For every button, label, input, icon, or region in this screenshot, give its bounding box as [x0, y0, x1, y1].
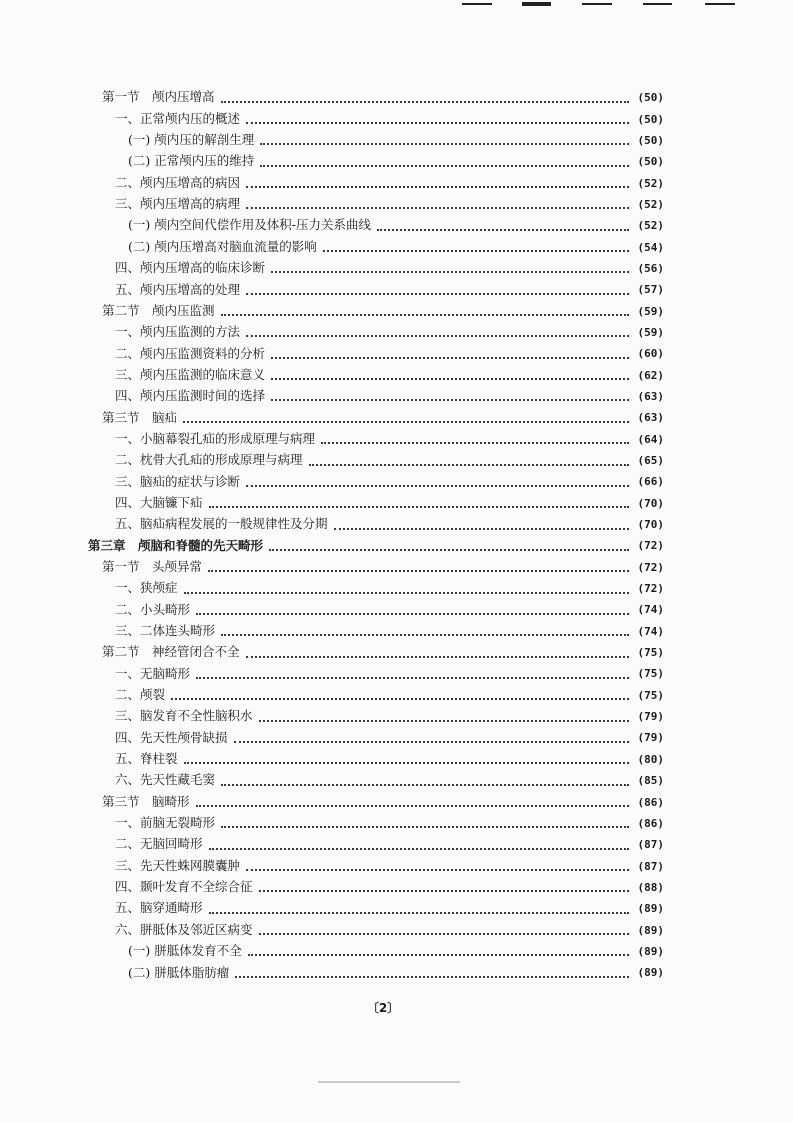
toc-entry-page-number: (89) [637, 923, 664, 937]
dot-leader [246, 122, 629, 124]
dot-leader [221, 314, 629, 316]
toc-section-entry [0, 300, 664, 321]
toc-entry-title: 第一节 颅内压增高 [102, 89, 215, 105]
dot-leader [259, 933, 629, 935]
toc-entry-title: 三、颅内压增高的病理 [115, 196, 241, 212]
toc-subentry [0, 941, 664, 962]
toc-entry-title: 六、先天性藏毛窦 [115, 772, 216, 788]
toc-entry-page-number: (75) [637, 646, 664, 660]
toc-subentry [0, 962, 664, 983]
dot-leader [171, 698, 629, 700]
toc-entry [0, 429, 664, 450]
dot-leader [323, 250, 629, 252]
toc-entry-title: (一) 颅内压的解剖生理 [128, 132, 255, 148]
toc-entry [0, 493, 664, 514]
dot-leader [269, 549, 629, 551]
dot-leader [271, 271, 629, 273]
toc-entry-title: 二、颅内压监测资料的分析 [115, 345, 266, 361]
dot-leader [246, 485, 629, 487]
toc-entry [0, 813, 664, 834]
toc-entry [0, 514, 664, 535]
header-rule-mark [462, 3, 492, 5]
toc-entry-page-number: (64) [637, 432, 664, 446]
dot-leader [321, 442, 629, 444]
dot-leader [184, 592, 629, 594]
toc-entry-page-number: (72) [637, 582, 664, 596]
dot-leader [271, 378, 629, 380]
toc-subentry [0, 236, 664, 257]
toc-entry [0, 194, 664, 215]
toc-entry [0, 364, 664, 385]
toc-entry-title: 一、前脑无裂畸形 [115, 815, 216, 831]
toc-entry-title: 一、无脑畸形 [115, 665, 191, 681]
toc-entry-title: 三、先天性蛛网膜囊肿 [115, 857, 241, 873]
toc-entry [0, 258, 664, 279]
toc-entry-page-number: (50) [637, 133, 664, 147]
toc-entry-page-number: (74) [637, 603, 664, 617]
toc-entry-title: 二、颅内压增高的病因 [115, 174, 241, 190]
toc-entry-title: (二) 胼胝体脂肪瘤 [128, 964, 230, 980]
toc-entry [0, 450, 664, 471]
dot-leader [209, 506, 629, 508]
dot-leader [183, 421, 629, 423]
toc-section-entry [0, 791, 664, 812]
toc-entry-page-number: (88) [637, 880, 664, 894]
toc-entry-title: 三、脑疝的症状与诊断 [115, 473, 241, 489]
toc-entry-page-number: (87) [637, 859, 664, 873]
toc-entry [0, 663, 664, 684]
scan-artifact [318, 1081, 460, 1083]
toc-entry-title: (二) 正常颅内压的维持 [128, 153, 255, 169]
toc-entry-page-number: (50) [637, 112, 664, 126]
toc-entry-page-number: (50) [637, 155, 664, 169]
toc-entry-page-number: (72) [637, 539, 664, 553]
toc-entry [0, 386, 664, 407]
dot-leader [271, 357, 629, 359]
toc-list [0, 87, 664, 983]
toc-entry-title: 一、狭颅症 [115, 580, 178, 596]
toc-entry-title: (一) 颅内空间代偿作用及体积-压力关系曲线 [128, 217, 371, 233]
toc-entry-page-number: (60) [637, 347, 664, 361]
toc-entry-page-number: (80) [637, 752, 664, 766]
toc-entry-title: 第三章 颅脑和脊髓的先天畸形 [88, 537, 264, 553]
dot-leader [234, 741, 629, 743]
dot-leader [221, 784, 629, 786]
dot-leader [260, 165, 629, 167]
header-rule-mark [705, 3, 735, 5]
toc-entry-page-number: (52) [637, 197, 664, 211]
dot-leader [246, 207, 629, 209]
toc-entry-page-number: (57) [637, 283, 664, 297]
toc-entry-page-number: (70) [637, 496, 664, 510]
toc-entry-title: 第二节 神经管闭合不全 [102, 644, 240, 660]
toc-section-entry [0, 407, 664, 428]
toc-entry-title: 二、颅裂 [115, 687, 166, 703]
page-number: 〔2〕 [366, 1001, 400, 1015]
dot-leader [196, 613, 629, 615]
toc-entry-title: 四、先天性颅骨缺损 [115, 729, 228, 745]
toc-entry [0, 599, 664, 620]
toc-entry-title: 五、颅内压增高的处理 [115, 281, 241, 297]
toc-entry [0, 685, 664, 706]
toc-entry [0, 855, 664, 876]
toc-entry-page-number: (75) [637, 667, 664, 681]
header-rule-mark [643, 3, 672, 5]
toc-entry-page-number: (66) [637, 475, 664, 489]
toc-entry-title: 第三节 脑疝 [102, 409, 178, 425]
toc-entry-title: (一) 胼胝体发育不全 [128, 943, 242, 959]
toc-entry-title: 一、颅内压监测的方法 [115, 324, 241, 340]
toc-entry-page-number: (74) [637, 624, 664, 638]
toc-entry [0, 834, 664, 855]
dot-leader [334, 528, 629, 530]
toc-entry-title: 三、颅内压监测的临床意义 [115, 366, 266, 382]
toc-entry-title: (二) 颅内压增高对脑血流量的影响 [128, 238, 317, 254]
toc-subentry [0, 151, 664, 172]
dot-leader [246, 869, 629, 871]
toc-section-entry [0, 642, 664, 663]
dot-leader [208, 570, 629, 572]
toc-entry-title: 三、脑发育不全性脑积水 [115, 708, 253, 724]
dot-leader [184, 762, 629, 764]
dot-leader [209, 848, 629, 850]
toc-entry-page-number: (70) [637, 518, 664, 532]
dot-leader [377, 229, 629, 231]
toc-section-entry [0, 87, 664, 108]
toc-entry [0, 919, 664, 940]
toc-entry-page-number: (79) [637, 731, 664, 745]
toc-entry [0, 706, 664, 727]
toc-entry [0, 621, 664, 642]
toc-entry-title: 第一节 头颅异常 [102, 558, 203, 574]
toc-entry-page-number: (85) [637, 774, 664, 788]
toc-entry-page-number: (59) [637, 325, 664, 339]
toc-entry-page-number: (63) [637, 411, 664, 425]
dot-leader [221, 826, 629, 828]
dot-leader [196, 805, 629, 807]
toc-entry-title: 五、脑穿通畸形 [115, 900, 203, 916]
toc-entry-page-number: (89) [637, 902, 664, 916]
dot-leader [246, 293, 629, 295]
toc-entry [0, 172, 664, 193]
dot-leader [221, 101, 629, 103]
toc-entry-page-number: (79) [637, 710, 664, 724]
toc-entry-page-number: (52) [637, 176, 664, 190]
dot-leader [259, 890, 629, 892]
toc-entry-page-number: (52) [637, 219, 664, 233]
toc-entry [0, 322, 664, 343]
toc-entry-title: 第三节 脑畸形 [102, 793, 190, 809]
toc-entry-title: 四、颅内压增高的临床诊断 [115, 260, 266, 276]
toc-entry-title: 一、正常颅内压的概述 [115, 110, 241, 126]
toc-entry-title: 二、小头畸形 [115, 601, 191, 617]
dot-leader [235, 976, 629, 978]
toc-entry-page-number: (63) [637, 389, 664, 403]
toc-section-entry [0, 557, 664, 578]
dot-leader [246, 335, 629, 337]
toc-entry [0, 279, 664, 300]
toc-entry-page-number: (87) [637, 838, 664, 852]
toc-entry [0, 108, 664, 129]
toc-subentry [0, 130, 664, 151]
dot-leader [271, 399, 629, 401]
toc-entry-title: 二、无脑回畸形 [115, 836, 203, 852]
dot-leader [246, 656, 629, 658]
toc-entry [0, 727, 664, 748]
toc-entry-page-number: (65) [637, 454, 664, 468]
toc-entry-page-number: (56) [637, 261, 664, 275]
toc-entry-title: 五、脑疝病程发展的一般规律性及分期 [115, 516, 328, 532]
toc-entry-page-number: (54) [637, 240, 664, 254]
toc-entry-title: 六、胼胝体及邻近区病变 [115, 921, 253, 937]
toc-entry [0, 471, 664, 492]
toc-entry-page-number: (62) [637, 368, 664, 382]
toc-entry-title: 二、枕骨大孔疝的形成原理与病理 [115, 452, 303, 468]
dot-leader [246, 186, 629, 188]
toc-entry-page-number: (86) [637, 795, 664, 809]
toc-chapter-entry [0, 535, 664, 556]
dot-leader [259, 720, 629, 722]
toc-entry-title: 五、脊柱裂 [115, 751, 178, 767]
header-rule-mark [582, 3, 612, 5]
toc-entry-title: 四、颅内压监测时间的选择 [115, 388, 266, 404]
toc-entry-title: 第二节 颅内压监测 [102, 302, 215, 318]
toc-entry [0, 749, 664, 770]
toc-entry-title: 一、小脑幕裂孔疝的形成原理与病理 [115, 430, 316, 446]
header-rule-mark [522, 2, 551, 6]
dot-leader [209, 912, 629, 914]
toc-entry [0, 877, 664, 898]
dot-leader [309, 464, 629, 466]
toc-entry-page-number: (59) [637, 304, 664, 318]
toc-entry [0, 898, 664, 919]
dot-leader [196, 677, 629, 679]
toc-entry-page-number: (50) [637, 91, 664, 105]
toc-entry-page-number: (86) [637, 816, 664, 830]
toc-entry-page-number: (89) [637, 966, 664, 980]
toc-entry-page-number: (72) [637, 560, 664, 574]
toc-entry-title: 三、二体连头畸形 [115, 623, 216, 639]
toc-subentry [0, 215, 664, 236]
toc-entry-title: 四、大脑镰下疝 [115, 494, 203, 510]
toc-entry-page-number: (75) [637, 688, 664, 702]
toc-entry-title: 四、颞叶发育不全综合征 [115, 879, 253, 895]
toc-entry [0, 578, 664, 599]
dot-leader [260, 143, 629, 145]
dot-leader [248, 954, 629, 956]
toc-entry [0, 343, 664, 364]
toc-entry-page-number: (89) [637, 944, 664, 958]
dot-leader [221, 634, 629, 636]
toc-entry [0, 770, 664, 791]
